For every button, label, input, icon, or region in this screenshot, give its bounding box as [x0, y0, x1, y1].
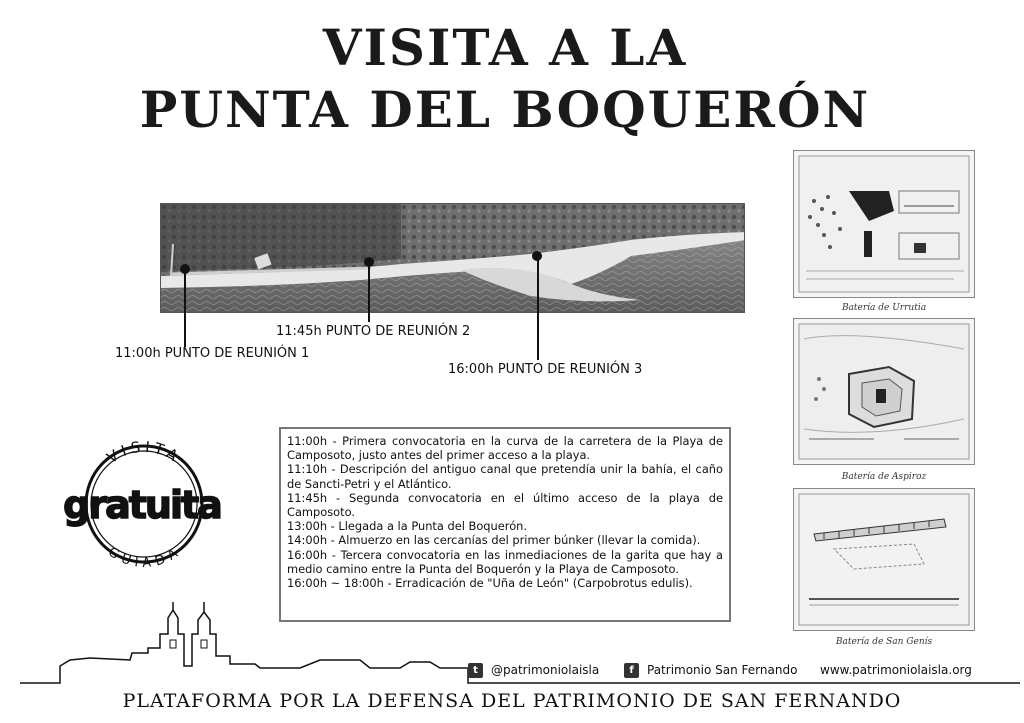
schedule-item: 11:45h - Segunda convocatoria en el último acceso de la playa de Camposoto. — [287, 490, 723, 520]
engraving-san-genis-caption: Batería de San Genís — [835, 637, 933, 647]
schedule-item: 11:00h - Primera convocatoria en la curva de la carretera de la Playa de Camposoto, justo antes del primer acceso a la playa. — [287, 434, 723, 463]
meeting-point-1-label: 11:00h PUNTO DE REUNIÓN 1 — [115, 346, 310, 361]
engraving-urrutia-caption: Batería de Urrutia — [841, 303, 927, 313]
twitter-icon: t — [468, 663, 483, 678]
facebook-icon: f — [624, 663, 639, 678]
footer-organization: PLATAFORMA POR LA DEFENSA DEL PATRIMONIO DE SAN FERNANDO — [122, 690, 902, 712]
stamp-top-text: VISITA — [103, 438, 185, 468]
stamp-main-text: gratuita — [63, 483, 221, 527]
schedule-box — [279, 427, 731, 622]
meeting-point-2-label: 11:45h PUNTO DE REUNIÓN 2 — [276, 324, 471, 339]
meeting-point-3-label: 16:00h PUNTO DE REUNIÓN 3 — [448, 362, 643, 377]
engraving-urrutia-image — [793, 150, 975, 298]
schedule-item: 13:00h - Llegada a la Punta del Boquerón. — [287, 519, 528, 534]
schedule-item: 16:00h ~ 18:00h - Erradicación de "Uña de León" (Carpobrotus edulis). — [287, 576, 693, 591]
engraving-aspiroz-caption: Batería de Aspiroz — [841, 472, 927, 482]
facebook-page: Patrimonio San Fernando — [647, 663, 798, 677]
twitter-handle: @patrimoniolaisla — [491, 663, 600, 677]
social-website[interactable] — [820, 661, 972, 679]
website-url: www.patrimoniolaisla.org — [820, 663, 972, 677]
page-title-line-1: VISITA A LA — [322, 18, 688, 77]
meeting-point-2-connector — [368, 262, 370, 322]
social-facebook[interactable] — [624, 661, 797, 679]
meeting-point-1-connector — [184, 269, 186, 347]
social-twitter[interactable] — [468, 661, 599, 679]
meeting-point-3-connector — [537, 256, 539, 360]
free-guided-visit-stamp — [62, 438, 222, 568]
schedule-item: 14:00h - Almuerzo en las cercanías del primer búnker (llevar la comida). — [287, 533, 701, 548]
schedule-item: 16:00h - Tercera convocatoria en las inmediaciones de la garita que hay a medio camino entre la Punta del Boquerón y la Playa de Camposoto. — [287, 547, 723, 576]
schedule-item: 11:10h - Descripción del antiguo canal que pretendía unir la bahía, el caño de Sancti-Petri y el Atlántico. — [287, 462, 723, 491]
engraving-aspiroz-image — [793, 318, 975, 465]
stamp-bottom-text: GUIADA — [105, 544, 184, 568]
page-title-line-2: PUNTA DEL BOQUERÓN — [139, 80, 871, 139]
aerial-photo — [160, 203, 745, 313]
